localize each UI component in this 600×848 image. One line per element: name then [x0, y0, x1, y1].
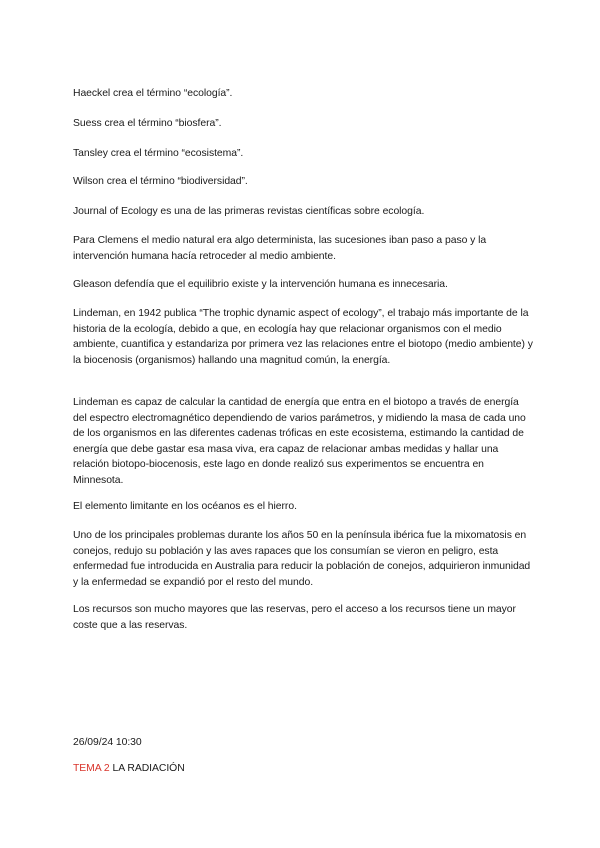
- paragraph-suess: Suess crea el término “biosfera”.: [73, 118, 222, 129]
- section-heading: [73, 761, 533, 777]
- paragraph-clemens: Para Clemens el medio natural era algo determinista, las sucesiones iban paso a paso y la intervención humana hacía retroceder al medio ambiente.: [73, 235, 487, 262]
- paragraph-journal-of-ecology: Journal of Ecology es una de las primeras revistas científicas sobre ecología.: [73, 206, 425, 217]
- timestamp: 26/09/24 10:30: [73, 737, 142, 748]
- paragraph-wilson: Wilson crea el término “biodiversidad”.: [73, 176, 248, 187]
- paragraph-haeckel: Haeckel crea el término “ecología”.: [73, 88, 233, 99]
- paragraph-limiting-element: El elemento limitante en los océanos es el hierro.: [73, 501, 297, 512]
- paragraph-tansley: Tansley crea el término “ecosistema”.: [73, 148, 244, 159]
- paragraph-lindeman-energy: Lindeman es capaz de calcular la cantidad de energía que entra en el biotopo a través de energía del espectro electromagnético dependiendo de varios parámetros, y midiendo la masa de cada uno de los organismos en las diferentes cadenas tróficas en este ecosistema, estimando la cantidad de energía que debe gastar esa masa viva, era capaz de relacionar ambas medidas y hallar una relación biotopo-biocenosis, este lago en donde realizó sus experimentos se encuentra en Minnesota.: [73, 397, 526, 486]
- paragraph-gleason: Gleason defendía que el equilibrio existe y la intervención humana es innecesaria.: [73, 279, 448, 290]
- paragraph-lindeman-1942: Lindeman, en 1942 publica “The trophic dynamic aspect of ecology”, el trabajo más importante de la historia de la ecología, debido a que, en ecología hay que relacionar organismos con el medio ambiente, cuantifica y estandariza por primera vez las relaciones entre el biotopo (medio ambiente) y la biocenosis (organismos) hallando una magnitud común, la energía.: [73, 308, 533, 366]
- paragraph-resources: Los recursos son mucho mayores que las reservas, pero el acceso a los recursos tiene un mayor coste que a las reservas.: [73, 604, 516, 631]
- section-label: TEMA 2: [73, 763, 110, 774]
- section-title: LA RADIACIÓN: [112, 763, 185, 774]
- paragraph-mixomatosis: Uno de los principales problemas durante los años 50 en la península ibérica fue la mixomatosis en conejos, redujo su población y las aves rapaces que los consumían se vieron en peligro, esta enfermedad fue introducida en Australia para reducir la población de conejos, adquirieron inmunidad y la enfermedad se expandió por el resto del mundo.: [73, 530, 531, 588]
